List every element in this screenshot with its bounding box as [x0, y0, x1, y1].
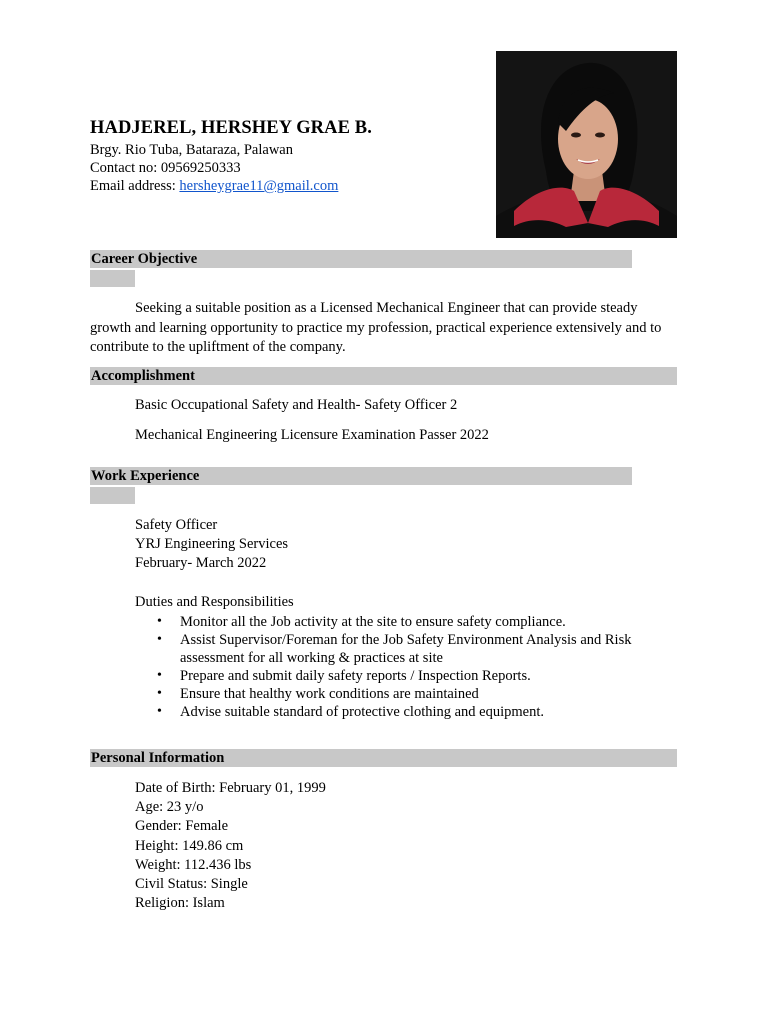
list-item: Age: 23 y/o [135, 799, 204, 816]
email-line [90, 177, 338, 195]
career-objective-heading: Career Objective [90, 250, 632, 268]
bullet-icon: • [157, 704, 162, 719]
heading-stub [90, 270, 135, 287]
list-item: • Advise suitable standard of protective clothing and equipment. [157, 704, 545, 720]
contact-number: Contact no: 09569250333 [90, 160, 241, 176]
list-item: Civil Status: Single [135, 876, 248, 893]
list-item: Gender: Female [135, 818, 229, 835]
accomplishment-item: Basic Occupational Safety and Health- Safety Officer 2 [135, 397, 458, 413]
list-item: Religion: Islam [135, 895, 225, 912]
company-name: YRJ Engineering Services [135, 536, 289, 552]
profile-photo [496, 51, 677, 238]
list-item: Weight: 112.436 lbs [135, 856, 252, 873]
personal-information-heading: Personal Information [90, 749, 677, 767]
heading-stub [90, 487, 135, 504]
bullet-icon: • [157, 686, 162, 701]
career-objective-text: Seeking a suitable position as a Licensed Mechanical Engineer that can provide steady growth and learning opportunity to practice my profession, practical experience extensively and to contribute to the upliftment of the company. [90, 300, 662, 355]
address: Brgy. Rio Tuba, Bataraza, Palawan [90, 142, 293, 158]
duties-list [135, 613, 675, 721]
bullet-icon: • [157, 614, 162, 629]
list-item: • Ensure that healthy work conditions are maintained [157, 686, 479, 702]
bullet-icon: • [157, 668, 162, 683]
personal-info-list [135, 779, 326, 913]
accomplishment-item: Mechanical Engineering Licensure Examination Passer 2022 [135, 427, 489, 443]
email-link[interactable]: hersheygrae11@gmail.com [179, 178, 339, 194]
duties-heading: Duties and Responsibilities [135, 594, 294, 610]
email-label: Email address: [90, 178, 180, 194]
work-experience-heading: Work Experience [90, 467, 632, 485]
contact-block [90, 141, 338, 195]
accomplishment-heading: Accomplishment [90, 367, 677, 385]
applicant-name: HADJEREL, HERSHEY GRAE B. [90, 118, 372, 138]
job-position: Safety Officer [135, 517, 218, 533]
list-item: Date of Birth: February 01, 1999 [135, 780, 326, 796]
list-item: • Assist Supervisor/Foreman for the Job Safety Environment Analysis and Risk assessment for all working & practices at site [157, 632, 632, 666]
bullet-icon: • [157, 632, 162, 647]
employment-period: February- March 2022 [135, 555, 267, 571]
list-item: • Prepare and submit daily safety reports / Inspection Reports. [157, 668, 531, 684]
list-item: • Monitor all the Job activity at the site to ensure safety compliance. [157, 614, 566, 630]
list-item: Height: 149.86 cm [135, 837, 244, 854]
